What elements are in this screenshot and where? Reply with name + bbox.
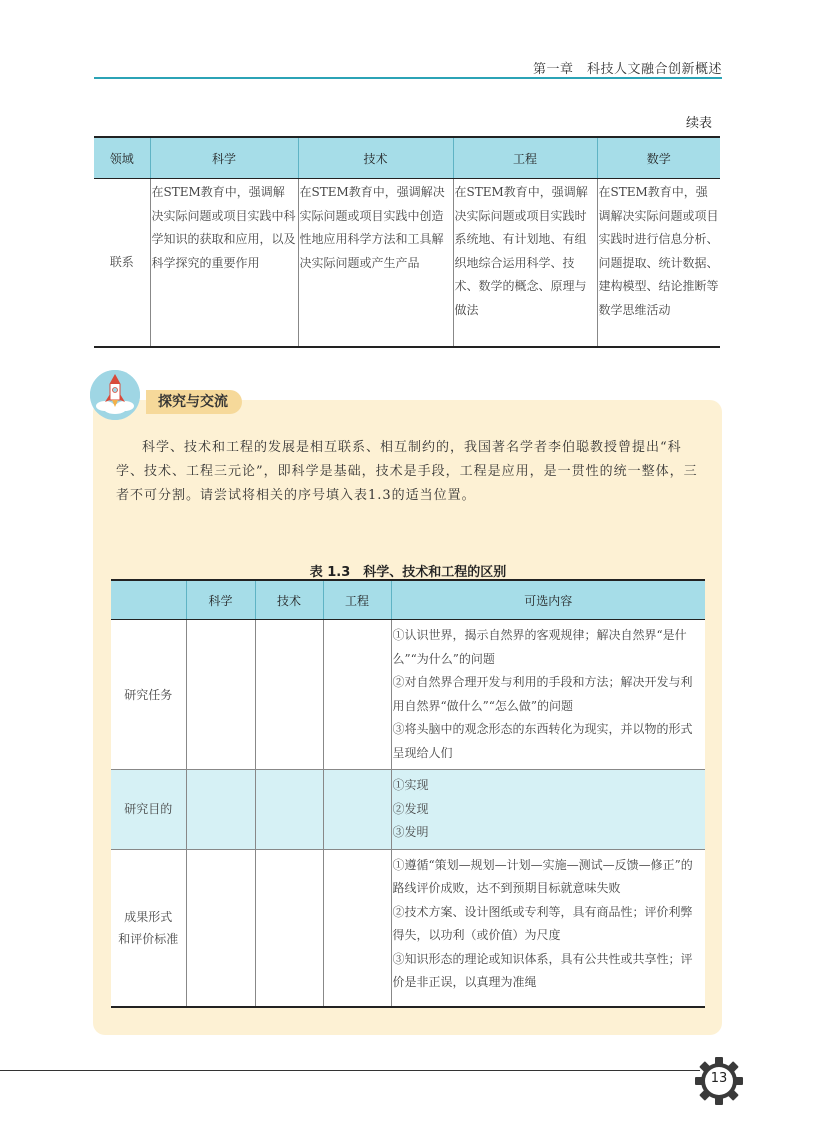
option-item: ③知识形态的理论或知识体系，具有公共性或共享性；评价是非正误，以真理为准绳 xyxy=(392,951,693,989)
options-cell xyxy=(391,620,705,770)
table-header-cell: 技术 xyxy=(255,580,323,620)
table-header-row xyxy=(111,580,705,620)
option-item: ③发明 xyxy=(392,825,429,839)
option-item: ②发现 xyxy=(392,801,429,816)
table-continued-label: 续表 xyxy=(685,116,712,131)
option-item: ①认识世界，揭示自然界的客观规律；解决自然界“是什么”“为什么”的问题 xyxy=(392,628,687,666)
table-header-row xyxy=(94,137,720,179)
rocket-badge xyxy=(90,370,140,420)
table-row xyxy=(111,620,705,770)
option-item: ②技术方案、设计图纸或专利等，具有商品性；评价利弊得失，以功利（或价值）为尺度 xyxy=(392,904,693,942)
table-header-cell xyxy=(111,580,186,620)
table-header-cell: 工程 xyxy=(323,580,391,620)
answer-cell-science[interactable] xyxy=(186,620,255,770)
options-cell xyxy=(391,770,705,850)
chapter-title: 第一章 科技人文融合创新概述 xyxy=(532,62,722,77)
row-label: 研究目的 xyxy=(111,770,186,850)
intro-paragraph: 科学、技术和工程的发展是相互联系、相互制约的，我国著名学者李伯聪教授曾提出“科学、技术、工程三元论”，即科学是基础，技术是手段，工程是应用，是一贯性的统一整体，三者不可分割。请尝试将相关的序号填入表1.3的适当位置。 xyxy=(116,440,698,503)
answer-cell-technology[interactable] xyxy=(255,849,323,1007)
table-header-cell: 技术 xyxy=(298,137,453,179)
answer-cell-science[interactable] xyxy=(186,849,255,1007)
page-number: 13 xyxy=(710,1071,728,1086)
table-cell: 在STEM教育中，强调解决实际问题或项目实践时系统地、有计划地、有组织地综合运用科学、技术、数学的概念、原理与做法 xyxy=(453,179,597,347)
table-cell: 在STEM教育中，强调解决实际问题或项目实践中创造性地应用科学方法和工具解决实际问题或产生产品 xyxy=(298,179,453,347)
comparison-table-continued xyxy=(94,136,720,348)
row-label-line: 和评价标准 xyxy=(118,931,179,946)
table-header-cell: 科学 xyxy=(150,137,298,179)
table-cell: 在STEM教育中，强调解决实际问题或项目实践中科学知识的获取和应用，以及科学探究的重要作用 xyxy=(150,179,298,347)
section-badge-label: 探究与交流 xyxy=(146,390,242,414)
option-item: ①实现 xyxy=(392,778,429,792)
table-header-cell: 领域 xyxy=(94,137,150,179)
row-label: 联系 xyxy=(94,179,150,347)
answer-cell-engineering[interactable] xyxy=(323,849,391,1007)
table-caption: 表 1.3 科学、技术和工程的区别 xyxy=(309,565,507,580)
footer-rule xyxy=(0,1070,700,1071)
row-label: 研究任务 xyxy=(111,620,186,770)
answer-cell-science[interactable] xyxy=(186,770,255,850)
rocket-icon xyxy=(90,370,140,420)
table-row xyxy=(111,849,705,1007)
table-header-cell: 科学 xyxy=(186,580,255,620)
option-item: ③将头脑中的观念形态的东西转化为现实，并以物的形式呈现给人们 xyxy=(392,722,693,760)
table-row xyxy=(94,179,720,347)
row-label xyxy=(111,849,186,1007)
answer-cell-technology[interactable] xyxy=(255,620,323,770)
header-rule xyxy=(94,77,722,79)
answer-cell-engineering[interactable] xyxy=(323,770,391,850)
answer-cell-engineering[interactable] xyxy=(323,620,391,770)
answer-cell-technology[interactable] xyxy=(255,770,323,850)
table-header-cell: 数学 xyxy=(597,137,720,179)
option-item: ①遵循“策划—规划—计划—实施—测试—反馈—修正”的路线评价成败，达不到预期目标就意味失败 xyxy=(392,857,693,895)
option-item: ②对自然界合理开发与利用的手段和方法；解决开发与利用自然界“做什么”“怎么做”的问题 xyxy=(392,675,693,713)
table-row xyxy=(111,770,705,850)
table-header-cell: 工程 xyxy=(453,137,597,179)
table-header-cell: 可选内容 xyxy=(391,580,705,620)
row-label-line: 成果形式 xyxy=(124,909,173,924)
options-cell xyxy=(391,849,705,1007)
science-technology-engineering-table xyxy=(111,579,705,1008)
table-cell: 在STEM教育中，强调解决实际问题或项目实践时进行信息分析、问题提取、统计数据、建构模型、结论推断等数学思维活动 xyxy=(597,179,720,347)
